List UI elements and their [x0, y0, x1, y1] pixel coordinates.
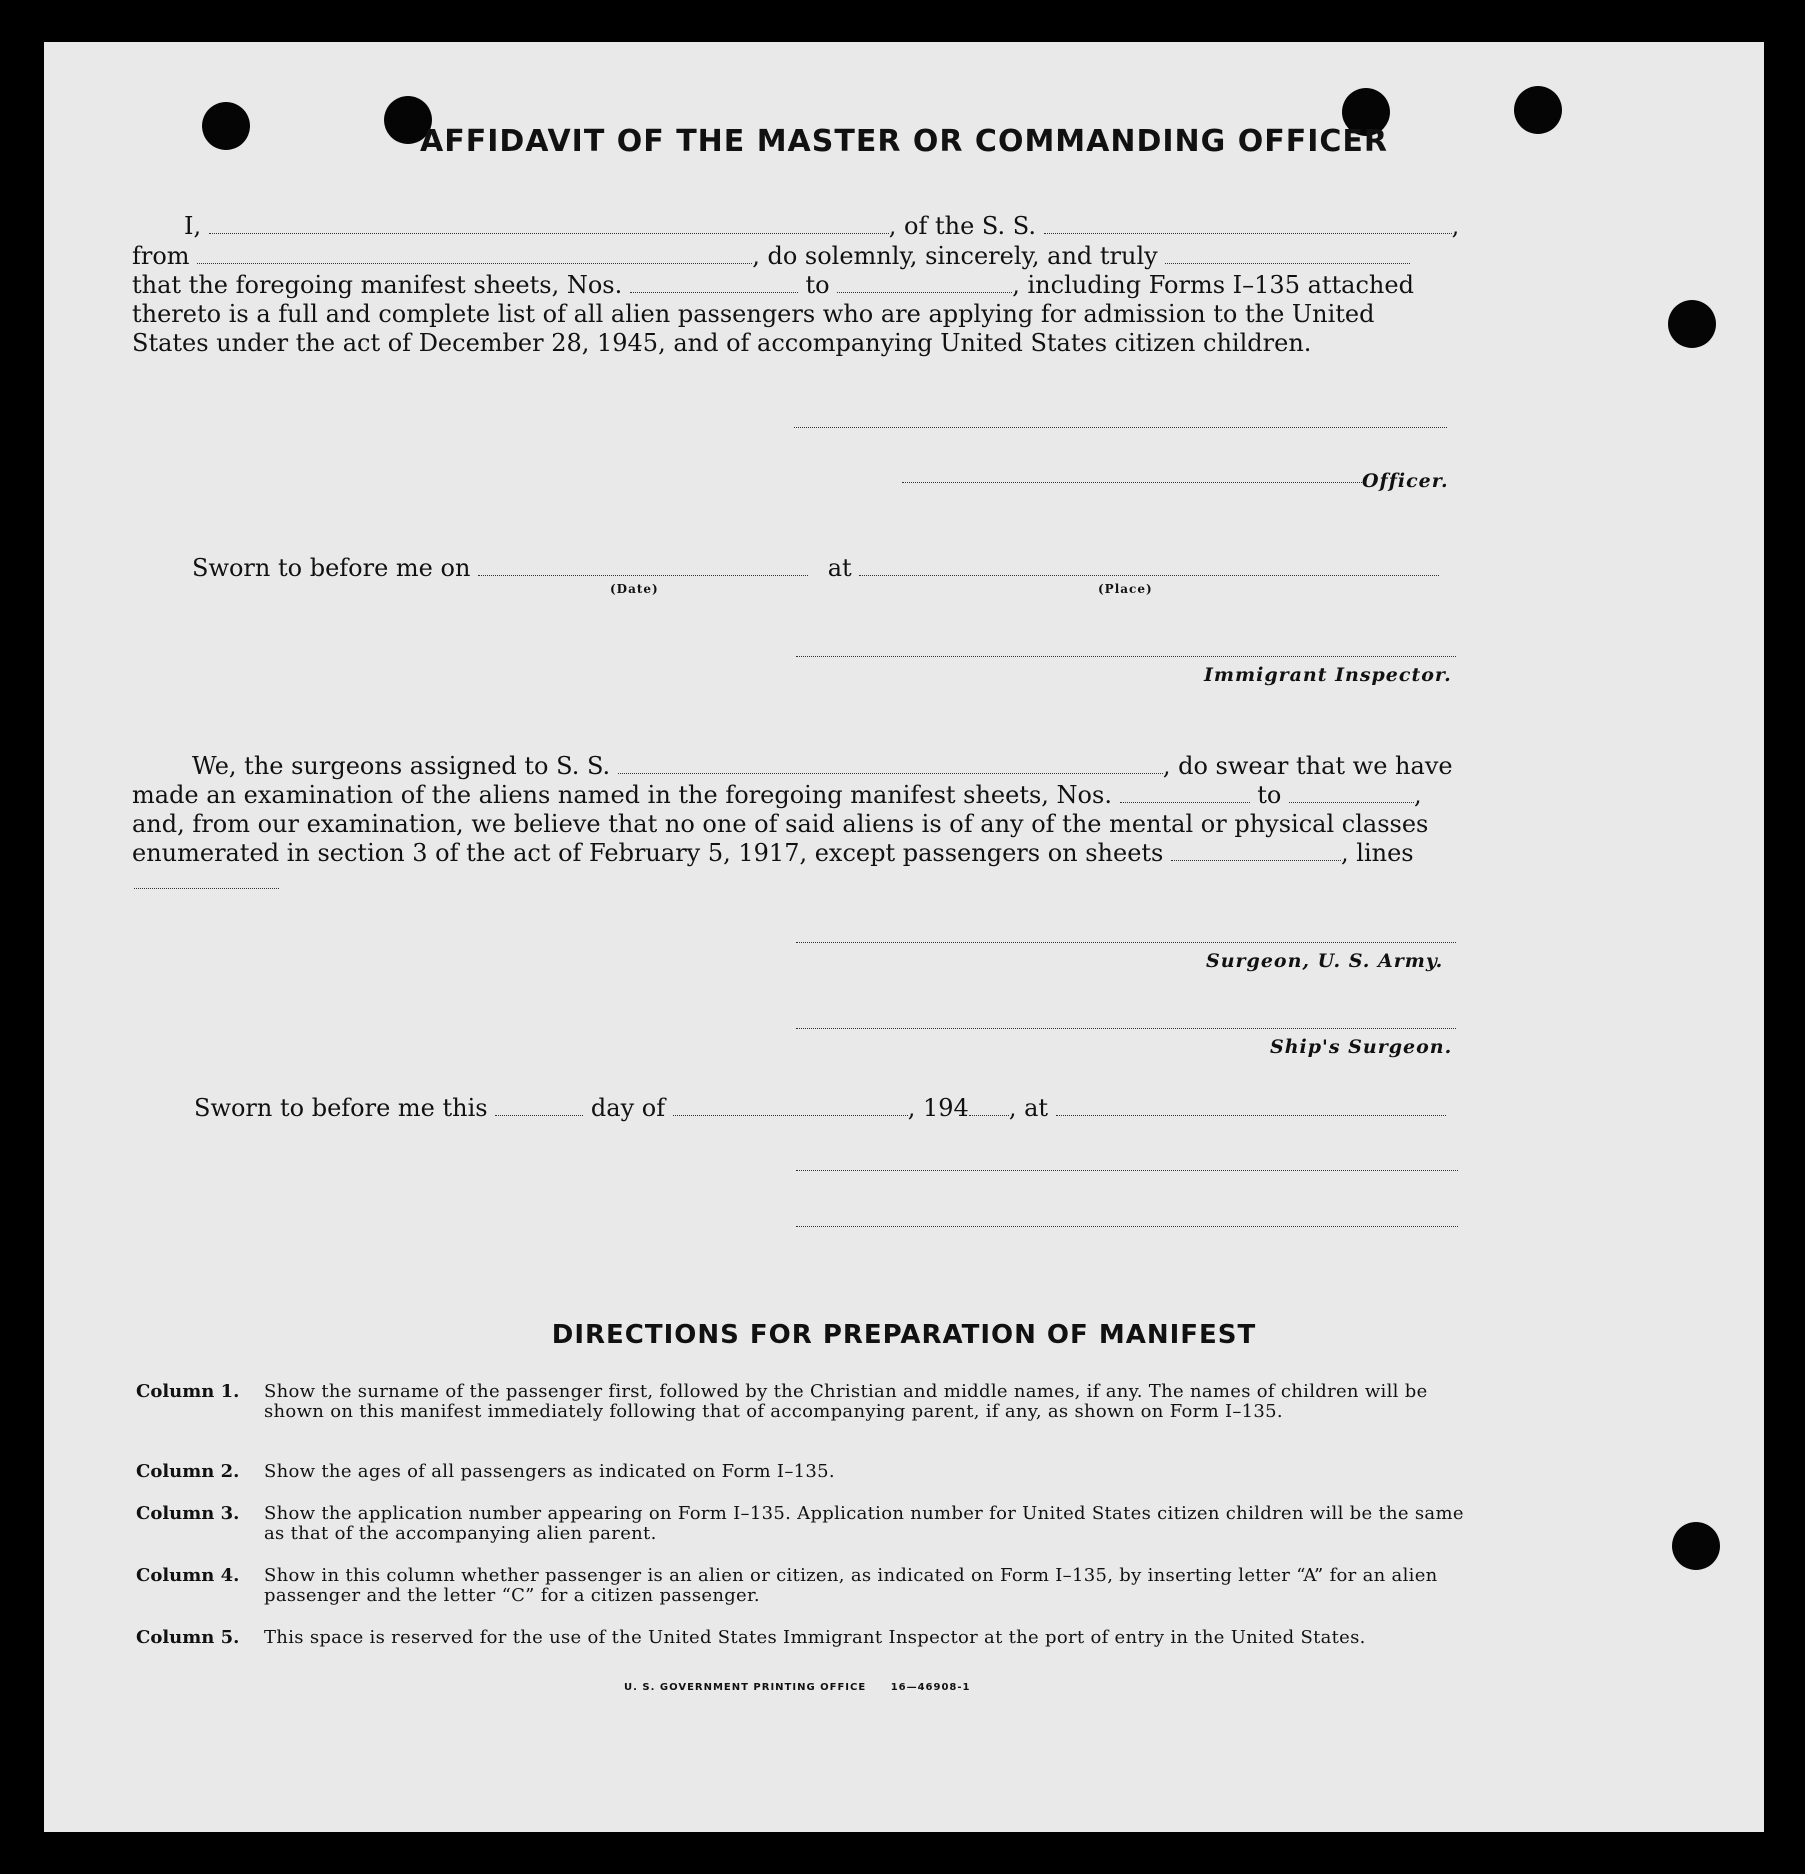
surgeon-line-4	[132, 839, 1414, 868]
officer-caption: Officer.	[1362, 470, 1449, 492]
text: made an examination of the aliens named in the foregoing manifest sheets, Nos.	[132, 781, 1112, 809]
direction-label: Column 4.	[136, 1565, 240, 1586]
text: We, the surgeons assigned to S. S.	[192, 752, 611, 780]
sworn-signature-line[interactable]	[796, 1170, 1458, 1171]
army-surgeon-caption: Surgeon, U. S. Army.	[1206, 950, 1444, 972]
text: I,	[184, 212, 202, 240]
text: at	[827, 554, 852, 582]
inspector-caption: Immigrant Inspector.	[1204, 664, 1452, 686]
sheet-from-blank[interactable]	[630, 272, 798, 293]
text: Sworn to before me on	[192, 554, 471, 582]
text: , including Forms I–135 attached	[1012, 271, 1414, 299]
place-label: (Place)	[1098, 582, 1153, 596]
officer-title-line[interactable]	[902, 482, 1362, 483]
master-line-1	[184, 212, 1459, 241]
text: , do solemnly, sincerely, and truly	[752, 242, 1158, 270]
army-surgeon-signature-line[interactable]	[796, 942, 1456, 943]
text: ,	[1413, 781, 1422, 809]
surgeon-sheet-to-blank[interactable]	[1289, 782, 1414, 803]
inspector-signature-line[interactable]	[796, 656, 1456, 657]
sworn-line-1	[192, 554, 1439, 583]
form-page	[44, 42, 1764, 1832]
master-line-2	[132, 242, 1410, 271]
text: day of	[590, 1094, 666, 1122]
month-blank[interactable]	[673, 1095, 908, 1116]
direction-text: Show the surname of the passenger first, followed by the Christian and middle names, if any. The names of children will be shown on this manifest immediately following that of accompanying parent, if any, as shown on Form I–135.	[264, 1381, 1428, 1422]
sheet-to-blank[interactable]	[837, 272, 1012, 293]
direction-text: Show in this column whether passenger is an alien or citizen, as indicated on Form I–135, by inserting letter “A” for an alien passenger and the letter “C” for a citizen passenger.	[264, 1565, 1438, 1606]
text: , lines	[1341, 839, 1414, 867]
direction-label: Column 1.	[136, 1381, 240, 1402]
surgeon-line-1	[192, 752, 1453, 781]
ship-blank[interactable]	[1044, 213, 1452, 234]
text: , 194	[907, 1094, 969, 1122]
text: , at	[1008, 1094, 1049, 1122]
year-blank[interactable]	[969, 1095, 1009, 1116]
date-blank[interactable]	[478, 555, 808, 576]
oath-blank[interactable]	[1165, 243, 1410, 264]
directions-title: DIRECTIONS FOR PREPARATION OF MANIFEST	[551, 1320, 1257, 1350]
surgeon-line-2	[132, 781, 1422, 810]
text: Sworn to before me this	[194, 1094, 488, 1122]
text: to	[805, 271, 830, 299]
text: enumerated in section 3 of the act of February 5, 1917, except passengers on sheets	[132, 839, 1164, 867]
direction-text: Show the application number appearing on Form I–135. Application number for United States citizen children will be the same as that of the accompanying alien parent.	[264, 1503, 1464, 1544]
direction-label: Column 3.	[136, 1503, 240, 1524]
punch-hole	[1672, 1522, 1720, 1570]
except-sheets-blank[interactable]	[1171, 840, 1341, 861]
ship-surgeon-signature-line[interactable]	[796, 1028, 1456, 1029]
port-blank[interactable]	[197, 243, 752, 264]
ship-surgeon-caption: Ship's Surgeon.	[1270, 1036, 1453, 1058]
text: , do swear that we have	[1162, 752, 1453, 780]
text: to	[1257, 781, 1282, 809]
text: from	[132, 242, 190, 270]
form-title: AFFIDAVIT OF THE MASTER OR COMMANDING OFFICER	[420, 124, 1388, 159]
direction-text: This space is reserved for the use of the United States Immigrant Inspector at the port of entry in the United States.	[264, 1627, 1366, 1648]
lines-blank[interactable]	[134, 888, 279, 889]
sworn-place-blank[interactable]	[1056, 1095, 1446, 1116]
master-signature-line[interactable]	[794, 427, 1447, 428]
text: , of the S. S.	[888, 212, 1036, 240]
surgeon-line-3: and, from our examination, we believe that no one of said aliens is of any of the mental or physical classes	[132, 810, 1429, 838]
sworn-line-2	[194, 1094, 1446, 1123]
master-line-3	[132, 271, 1414, 300]
surgeon-ship-blank[interactable]	[618, 753, 1163, 774]
direction-text: Show the ages of all passengers as indicated on Form I–135.	[264, 1461, 835, 1482]
surgeon-sheet-from-blank[interactable]	[1120, 782, 1250, 803]
master-line-4: thereto is a full and complete list of all alien passengers who are applying for admission to the United	[132, 300, 1375, 328]
place-blank[interactable]	[859, 555, 1439, 576]
sworn-title-line[interactable]	[796, 1226, 1458, 1227]
day-blank[interactable]	[495, 1095, 583, 1116]
direction-label: Column 5.	[136, 1627, 240, 1648]
printer-name: U. S. GOVERNMENT PRINTING OFFICE	[624, 1682, 867, 1693]
text: ,	[1451, 212, 1460, 240]
text: that the foregoing manifest sheets, Nos.	[132, 271, 623, 299]
printing-office-footer	[624, 1682, 971, 1693]
punch-hole	[1668, 300, 1716, 348]
direction-label: Column 2.	[136, 1461, 240, 1482]
date-label: (Date)	[610, 582, 659, 596]
form-code: 16—46908-1	[890, 1682, 971, 1693]
name-blank[interactable]	[209, 213, 889, 234]
master-line-5: States under the act of December 28, 1945, and of accompanying United States citizen children.	[132, 329, 1312, 357]
